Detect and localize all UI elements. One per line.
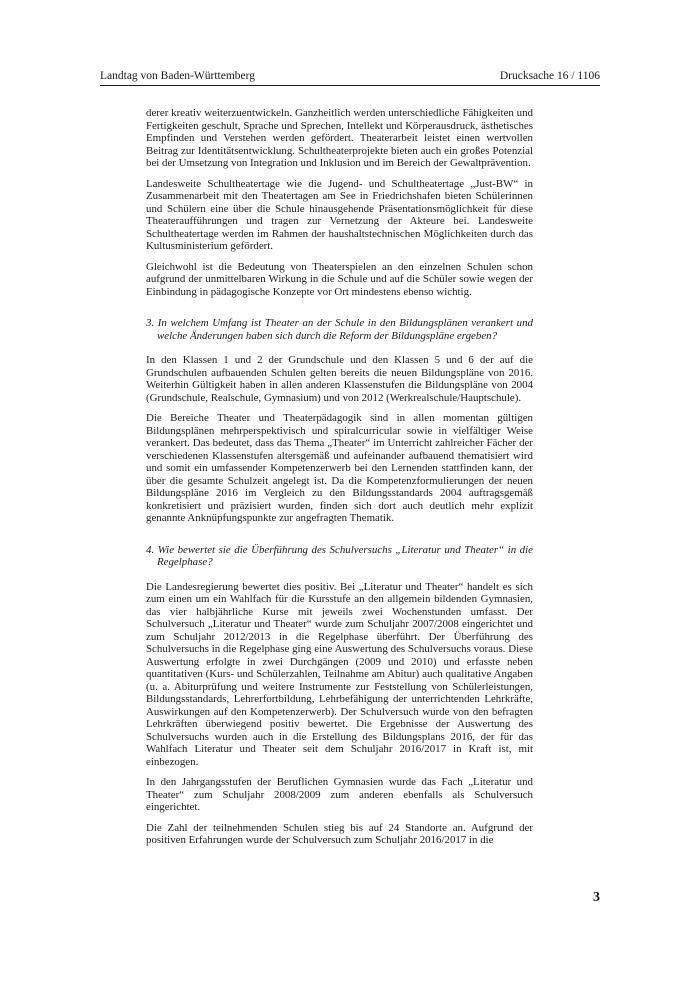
paragraph: derer kreativ weiterzuentwickeln. Ganzheitlich werden unterschiedliche Fähigkeiten und Fertigkeiten geschult, Sprache und Sprechen, Intellekt und Körperausdruck, ästhetisches Empfinden und Verstehen werden gefördert. Theaterarbeit leistet einen wertvollen Beitrag zur Identitätsentwicklung. Schultheaterprojekte bieten auch ein großes Potenzial bei der Umsetzung von Integration und Inklusion und im Bereich der Gewaltprävention.	[146, 107, 533, 169]
header-publisher: Landtag von Baden-Württemberg	[100, 70, 255, 82]
paragraph: Die Landesregierung bewertet dies positiv. Bei „Literatur und Theater“ handelt es sich zum einen um ein Wahlfach für die Kursstufe an den allgemein bildenden Gymnasien, das vier halbjährliche Kurse mit jeweils zwei Wochenstunden umfasst. Der Schulversuch „Literatur und Theater“ wurde zum Schuljahr 2007/2008 eingerichtet und zum Schuljahr 2012/2013 in die Regelphase überführt. Der Überführung des Schulversuchs in die Regelphase ging eine Auswertung des Schulversuchs voraus. Diese Auswertung erfolgte in zwei Durchgängen (2009 und 2010) und erfasste neben quantitativen (Kurs- und Schülerzahlen, Teilnahme am Abitur) auch qualitative Angaben (u. a. Abiturprüfung und weitere Instrumente zur Feststellung von Schülerleistungen, Bildungsstandards, Lehrerfortbildung, Lehrbefähigung der unterrichtenden Lehrkräfte, Auswirkungen auf den Kompetenzerwerb). Der Schulversuch wurde von den befragten Lehrkräften überwiegend positiv bewertet. Die Ergebnisse der Auswertung des Schulversuchs wurden auch in die Erstellung des Bildungsplans 2016, der für das Wahlfach Literatur und Theater seit dem Schuljahr 2016/2017 in Kraft ist, mit einbezogen.	[146, 580, 533, 768]
paragraph: Die Zahl der teilnehmenden Schulen stieg bis auf 24 Standorte an. Aufgrund der positiven Erfahrungen wurde der Schulversuch zum Schuljahr 2016/2017 in die	[146, 821, 533, 846]
page-number: 3	[593, 890, 600, 905]
page-header	[100, 70, 600, 86]
paragraph: Die Bereiche Theater und Theaterpädagogik sind in allen momentan gültigen Bildungsplänen mehrperspektivisch und spiralcurricular sowie in vielfältiger Weise verankert. Das bedeutet, dass das Thema „Theater“ im Unterricht zahlreicher Fächer der verschiedenen Klassenstufen altersgemäß und aufeinander aufbauend thematisiert wird und somit ein umfassender Kompetenzerwerb bei den Lernenden stattfinden kann, der über die gesamte Schulzeit angelegt ist. Da die Kompetenzformulierungen der neuen Bildungspläne 2016 im Vergleich zu den Bildungsstandards 2004 auftragsgemäß konkretisiert und präzisiert wurden, finden sich dort auch deutlich mehr explizit genannte Anknüpfungspunkte zur angefragten Thematik.	[146, 412, 533, 524]
paragraph: In den Jahrgangsstufen der Beruflichen Gymnasien wurde das Fach „Literatur und Theater“ zum Schuljahr 2008/2009 zum anderen ebenfalls als Schulversuch eingerichtet.	[146, 776, 533, 813]
paragraph: Landesweite Schultheatertage wie die Jugend- und Schultheatertage „Just-BW“ in Zusammenarbeit mit den Theatertagen am See in Friedrichshafen bieten Schülerinnen und Schülern eine über die Schule hinausgehende Präsentationsmöglichkeit für diese Theateraufführungen und tragen zur Vernetzung der Akteure bei. Landesweite Schultheatertage werden im Rahmen der haushaltstechnischen Möglichkeiten durch das Kultusministerium gefördert.	[146, 177, 533, 252]
body-text	[146, 107, 533, 855]
header-document-number: Drucksache 16 / 1106	[499, 70, 600, 82]
paragraph: In den Klassen 1 und 2 der Grundschule und den Klassen 5 und 6 der auf die Grundschulen aufbauenden Schulen gelten bereits die neuen Bildungspläne von 2016. Weiterhin Gültigkeit haben in allen anderen Klassenstufen die Bildungspläne von 2004 (Grundschule, Realschule, Gymnasium) und von 2012 (Werkrealschule/Hauptschule).	[146, 354, 533, 404]
question-4: 4. Wie bewertet sie die Überführung des Schulversuchs „Literatur und Theater“ in die Regelphase?	[146, 543, 533, 568]
question-3: 3. In welchem Umfang ist Theater an der Schule in den Bildungsplänen verankert und welche Änderungen haben sich durch die Reform der Bildungspläne ergeben?	[146, 317, 533, 342]
paragraph: Gleichwohl ist die Bedeutung von Theaterspielen an den einzelnen Schulen schon aufgrund der unmittelbaren Wirkung in die Schule und auf die Schüler sowie wegen der Einbindung in pädagogische Konzepte vor Ort mindestens ebenso wichtig.	[146, 260, 533, 298]
